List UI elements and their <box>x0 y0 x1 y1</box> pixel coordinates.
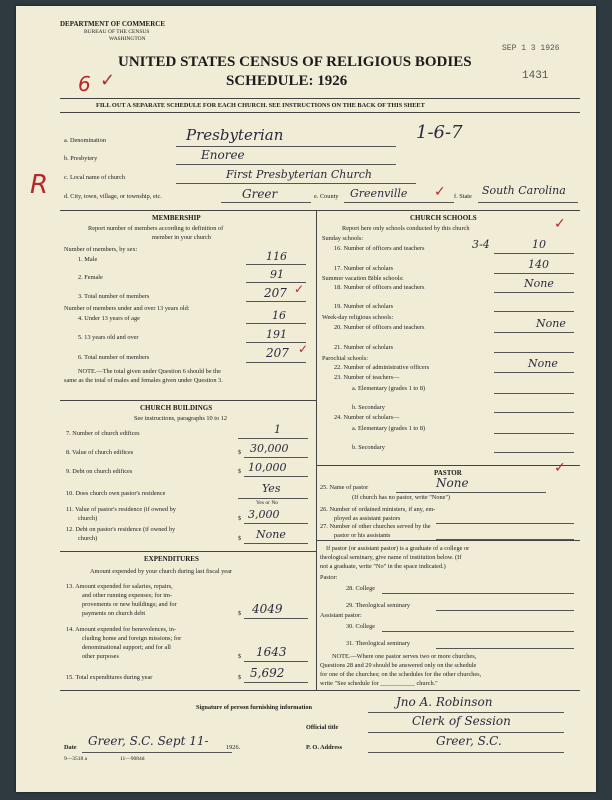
q3-label: 3. Total number of members <box>78 293 150 300</box>
q2-label: 2. Female <box>78 274 103 281</box>
q8-label: 8. Value of church edifices <box>66 449 134 456</box>
q9-value: 10,000 <box>248 461 287 474</box>
red-check-icon: ✓ <box>434 184 446 200</box>
q26-label: 26. Number of ordained ministers, if any, em- <box>320 506 436 513</box>
q13-value: 4049 <box>252 602 283 616</box>
denomination-code: 1-6-7 <box>416 122 463 143</box>
schools-subheading: Report here only schools conducted by this church <box>342 225 470 232</box>
schools-heading: CHURCH SCHOOLS <box>410 214 477 222</box>
date-year: 1926. <box>226 744 241 751</box>
q3-value: 207 <box>264 286 287 300</box>
q25-label: 25. Name of pastor <box>320 484 369 491</box>
q13-label: 13. Amount expended for salaries, repairs, <box>66 583 173 590</box>
dollar-sign: $ <box>238 653 242 660</box>
signature-label: Signature of person furnishing information <box>196 704 313 711</box>
q14-value: 1643 <box>256 645 287 659</box>
county-value: Greenville <box>350 187 408 200</box>
q15-value: 5,692 <box>250 666 285 680</box>
q2-value: 91 <box>270 268 284 281</box>
church-name-label: c. Local name of church <box>64 174 126 181</box>
q5-label: 5. 13 years old and over <box>78 334 139 341</box>
members-by-age-label: Number of members under and over 13 years old: <box>64 305 190 312</box>
schedule-title: SCHEDULE: 1926 <box>226 73 348 89</box>
membership-note-2: same as the total of males and females given under Question 3. <box>64 377 223 384</box>
date-value: Greer, S.C. Sept 11- <box>88 734 209 748</box>
q12-value: None <box>256 528 286 541</box>
dollar-sign: $ <box>238 535 242 542</box>
summer-schools-label: Summer vacation Bible schools: <box>322 275 404 282</box>
q24b-label: b. Secondary <box>352 444 385 451</box>
q24-label: 24. Number of scholars— <box>334 414 400 421</box>
q1-label: 1. Male <box>78 256 98 263</box>
q23a-label: a. Elementary (grades 1 to 8) <box>352 385 426 392</box>
q16-label: 16. Number of officers and teachers <box>334 245 425 252</box>
q4-value: 16 <box>272 309 286 322</box>
county-label: e. County <box>314 193 339 200</box>
q11-label-2: church) <box>78 515 98 522</box>
address-label: P. O. Address <box>306 744 343 751</box>
q9-label: 9. Debt on church edifices <box>66 468 133 475</box>
q28-label: 28. College <box>346 585 376 592</box>
red-check-icon: ✓ <box>100 70 116 91</box>
received-stamp: SEP 1 3 1926 <box>502 44 560 53</box>
q16-struck-value: 3-4 <box>472 238 490 251</box>
q6-value: 207 <box>266 346 289 360</box>
membership-intro-2: member in your church <box>152 234 211 241</box>
buildings-subheading: See instructions, paragraphs 10 to 12 <box>134 415 228 422</box>
pastor-note-2: Questions 28 and 29 should be answered only on the schedule <box>320 662 477 669</box>
q15-label: 15. Total expenditures during year <box>66 674 153 681</box>
q26-label-2: ployed as assistant pastors <box>334 515 401 522</box>
q4-label: 4. Under 13 years of age <box>78 315 140 322</box>
form-title: UNITED STATES CENSUS OF RELIGIOUS BODIES <box>118 54 472 70</box>
q13-label-4: payments on church debt <box>82 610 146 617</box>
q5-value: 191 <box>266 328 287 341</box>
q8-value: 30,000 <box>250 442 289 455</box>
parochial-schools-label: Parochial schools: <box>322 355 368 362</box>
official-title-value: Clerk of Session <box>412 714 511 728</box>
date-label: Date <box>64 744 77 751</box>
graduate-instruction-3: not a graduate, write "No" in the space indicated.) <box>320 563 446 570</box>
q16-value: 10 <box>532 238 546 251</box>
sunday-schools-label: Sunday schools: <box>322 235 364 242</box>
q7-label: 7. Number of church edifices <box>66 430 140 437</box>
red-check-icon: ✓ <box>298 342 309 356</box>
dollar-sign: $ <box>238 674 242 681</box>
church-name-value: First Presbyterian Church <box>226 168 372 181</box>
pastor-heading: PASTOR <box>434 469 462 477</box>
form-code: 9—3518 a <box>64 756 88 762</box>
red-mark-r: R <box>30 170 49 200</box>
official-title-label: Official title <box>306 724 339 731</box>
city-label: d. City, town, village, or township, etc. <box>64 193 162 200</box>
q10-value: Yes <box>262 482 281 495</box>
red-check-icon: ✓ <box>554 216 566 232</box>
print-code: 11—9084d <box>120 756 145 762</box>
q25-hint: (If church has no pastor, write "None") <box>352 494 451 501</box>
members-by-sex-label: Number of members, by sex: <box>64 246 138 253</box>
red-mark-6: 6 <box>78 72 91 96</box>
q19-label: 19. Number of scholars <box>334 303 394 310</box>
census-form <box>16 6 596 792</box>
q21-label: 21. Number of scholars <box>334 344 394 351</box>
q20-label: 20. Number of officers and teachers <box>334 324 425 331</box>
presbytery-value: Enoree <box>201 148 245 162</box>
graduate-instruction-2: theological seminary, give name of institution below. (If <box>320 554 462 561</box>
presbytery-label: b. Presbytery <box>64 155 98 162</box>
serial-stamp: 1431 <box>522 70 549 82</box>
q22-value: None <box>528 357 558 370</box>
state-label: f. State <box>454 193 472 200</box>
q27-label: 27. Number of other churches served by the <box>320 523 431 530</box>
q20-value: None <box>536 317 566 330</box>
dollar-sign: $ <box>238 449 242 456</box>
pastor-subheading: Pastor: <box>320 574 338 581</box>
pastor-note-3: for one of the churches; on the schedules for the other churches, <box>320 671 482 678</box>
q6-label: 6. Total number of members <box>78 354 150 361</box>
pastor-note-4: write "See schedule for ___________ church." <box>320 680 438 687</box>
q18-label: 18. Number of officers and teachers <box>334 284 425 291</box>
bureau-city: WASHINGTON <box>109 36 146 42</box>
q14-label-2: cluding home and foreign missions; for <box>82 635 182 642</box>
q10-label: 10. Does church own pastor's residence <box>66 490 166 497</box>
q29-label: 29. Theological seminary <box>346 602 411 609</box>
weekday-schools-label: Week-day religious schools: <box>322 314 394 321</box>
q27-label-2: pastor or his assistants <box>334 532 391 539</box>
q14-label: 14. Amount expended for benevolences, in- <box>66 626 176 633</box>
q31-label: 31. Theological seminary <box>346 640 411 647</box>
denomination-value: Presbyterian <box>186 126 284 144</box>
dollar-sign: $ <box>238 515 242 522</box>
q11-label: 11. Value of pastor's residence (if owned by <box>66 506 176 513</box>
city-value: Greer <box>242 187 278 201</box>
state-value: South Carolina <box>482 184 566 197</box>
red-check-icon: ✓ <box>554 460 566 476</box>
expenditures-heading: EXPENDITURES <box>144 555 199 563</box>
q22-label: 22. Number of administrative officers <box>334 364 430 371</box>
yes-or-no-hint: Yes or No <box>256 500 279 506</box>
q18-value: None <box>524 277 554 290</box>
q14-label-3: denominational support; and for all <box>82 644 171 651</box>
instruction-line: FILL OUT A SEPARATE SCHEDULE FOR EACH CHURCH. SEE INSTRUCTIONS ON THE BACK OF THIS SHEET <box>96 102 425 109</box>
bureau-name: BUREAU OF THE CENSUS <box>84 29 150 35</box>
dollar-sign: $ <box>238 610 242 617</box>
department-name: DEPARTMENT OF COMMERCE <box>60 20 166 28</box>
q12-label: 12. Debt on pastor's residence (if owned by <box>66 526 176 533</box>
q12-label-2: church) <box>78 535 98 542</box>
signature-value: Jno A. Robinson <box>396 695 493 709</box>
q7-value: 1 <box>274 423 281 436</box>
q24a-label: a. Elementary (grades 1 to 8) <box>352 425 426 432</box>
q13-label-3: provements or new buildings; and for <box>82 601 177 608</box>
graduate-instruction: If pastor (or assistant pastor) is a graduate of a college or <box>326 545 470 552</box>
q13-label-2: and other running expenses; for im- <box>82 592 173 599</box>
q14-label-4: other purposes <box>82 653 119 660</box>
q23b-label: b. Secondary <box>352 404 385 411</box>
red-check-icon: ✓ <box>294 282 305 296</box>
assistant-pastor-subheading: Assistant pastor: <box>320 612 362 619</box>
expenditures-subheading: Amount expended by your church during last fiscal year <box>90 568 232 575</box>
q17-value: 140 <box>528 258 549 271</box>
membership-intro: Report number of members according to definition of <box>88 225 224 232</box>
q23-label: 23. Number of teachers— <box>334 374 400 381</box>
address-value: Greer, S.C. <box>436 734 502 748</box>
pastor-note: NOTE.—Where one pastor serves two or more churches, <box>332 653 477 660</box>
q1-value: 116 <box>266 250 287 263</box>
q30-label: 30. College <box>346 623 376 630</box>
membership-heading: MEMBERSHIP <box>152 214 201 222</box>
q17-label: 17. Number of scholars <box>334 265 394 272</box>
buildings-heading: CHURCH BUILDINGS <box>140 404 213 412</box>
q25-value: None <box>436 476 469 490</box>
q11-value: 3,000 <box>248 508 280 521</box>
denomination-label: a. Denomination <box>64 137 106 144</box>
dollar-sign: $ <box>238 468 242 475</box>
membership-note: NOTE.—The total given under Question 6 should be the <box>78 368 221 375</box>
